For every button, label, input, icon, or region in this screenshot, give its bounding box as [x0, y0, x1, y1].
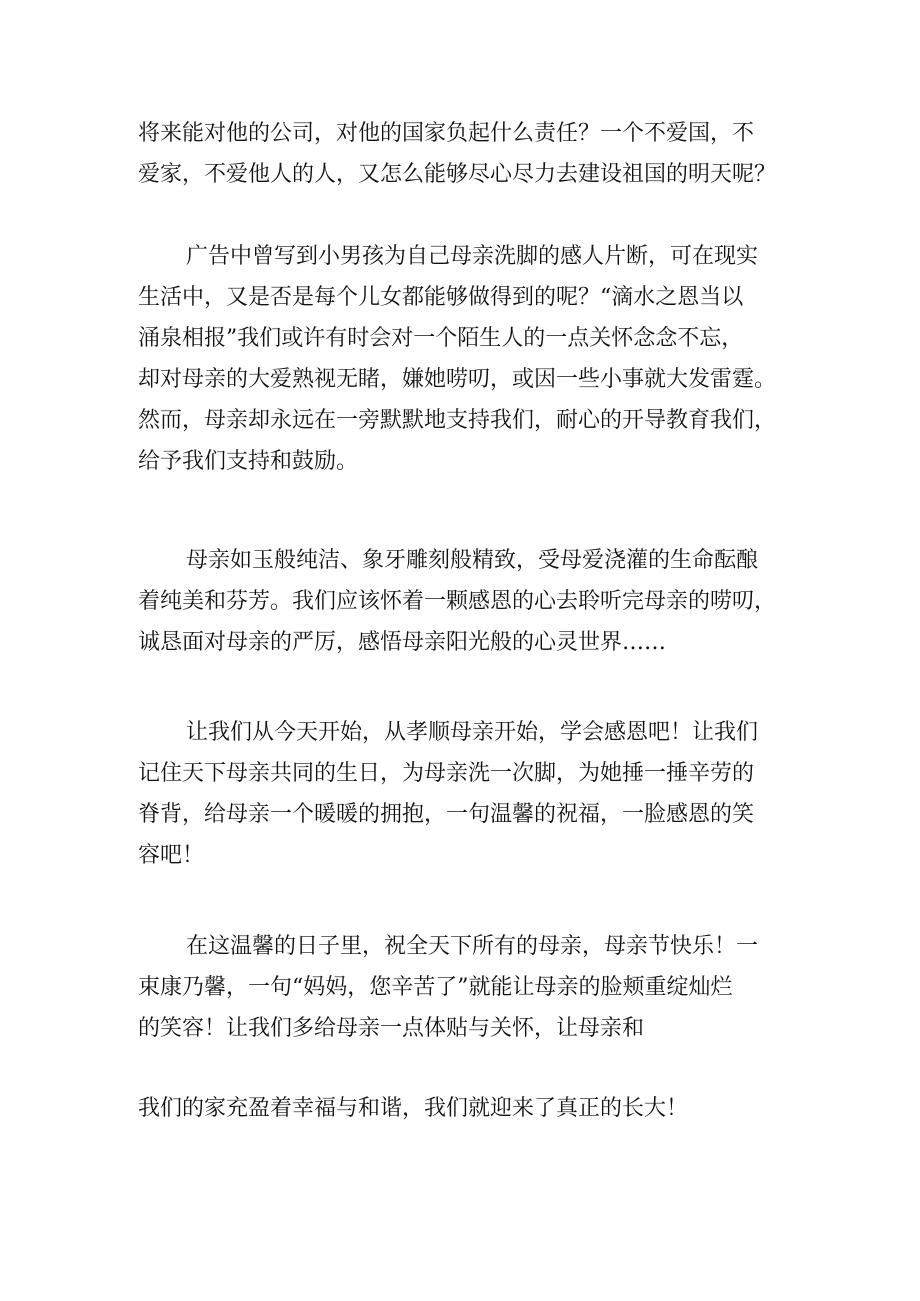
- paragraph-line: 着纯美和芬芳。我们应该怀着一颗感恩的心去聆听完母亲的唠叨，: [138, 589, 777, 614]
- paragraph-line: 我们的家充盈着幸福与和谐，我们就迎来了真正的长大！: [138, 1096, 689, 1121]
- paragraph-line: 在这温馨的日子里，祝全天下所有的母亲，母亲节快乐！一: [186, 934, 759, 959]
- paragraph-line: 让我们从今天开始，从孝顺母亲开始，学会感恩吧！让我们: [186, 720, 759, 745]
- paragraph-line: 广告中曾写到小男孩为自己母亲洗脚的感人片断，可在现实: [186, 244, 759, 269]
- paragraph-line: 涌泉相报”我们或许有时会对一个陌生人的一点关怀念念不忘，: [138, 326, 744, 351]
- paragraph-4: [138, 712, 798, 876]
- paragraph-line: 束康乃馨，一句“妈妈，您辛苦了”就能让母亲的脸颊重绽灿烂: [138, 975, 733, 1000]
- paragraph-1: [138, 113, 798, 195]
- paragraph-line: 将来能对他的公司，对他的国家负起什么责任？一个不爱国，不: [138, 121, 755, 146]
- paragraph-3: [138, 540, 798, 663]
- paragraph-line: 容吧！: [138, 843, 205, 868]
- paragraph-line: 的笑容！让我们多给母亲一点体贴与关怀，让母亲和: [138, 1016, 645, 1041]
- paragraph-2: [138, 236, 798, 482]
- paragraph-line: 爱家，不爱他人的人，又怎么能够尽心尽力去建设祖国的明天呢？: [138, 162, 777, 187]
- paragraph-line: 脊背，给母亲一个暖暖的拥抱，一句温馨的祝福，一脸感恩的笑: [138, 802, 755, 827]
- paragraph-line: 给予我们支持和鼓励。: [138, 449, 359, 474]
- paragraph-line: 生活中，又是否是每个儿女都能够做得到的呢？“滴水之恩当以: [138, 285, 744, 310]
- paragraph-6: [138, 1088, 798, 1129]
- paragraph-line: 母亲如玉般纯洁、象牙雕刻般精致，受母爱浇灌的生命酝酿: [186, 548, 759, 573]
- paragraph-5: [138, 926, 798, 1049]
- paragraph-line: 诚恳面对母亲的严厉，感悟母亲阳光般的心灵世界……: [138, 630, 667, 655]
- paragraph-line: 记住天下母亲共同的生日，为母亲洗一次脚，为她捶一捶辛劳的: [138, 761, 755, 786]
- paragraph-line: 然而，母亲却永远在一旁默默地支持我们，耐心的开导教育我们，: [138, 408, 777, 433]
- paragraph-line: 却对母亲的大爱熟视无睹，嫌她唠叨，或因一些小事就大发雷霆。: [138, 367, 777, 392]
